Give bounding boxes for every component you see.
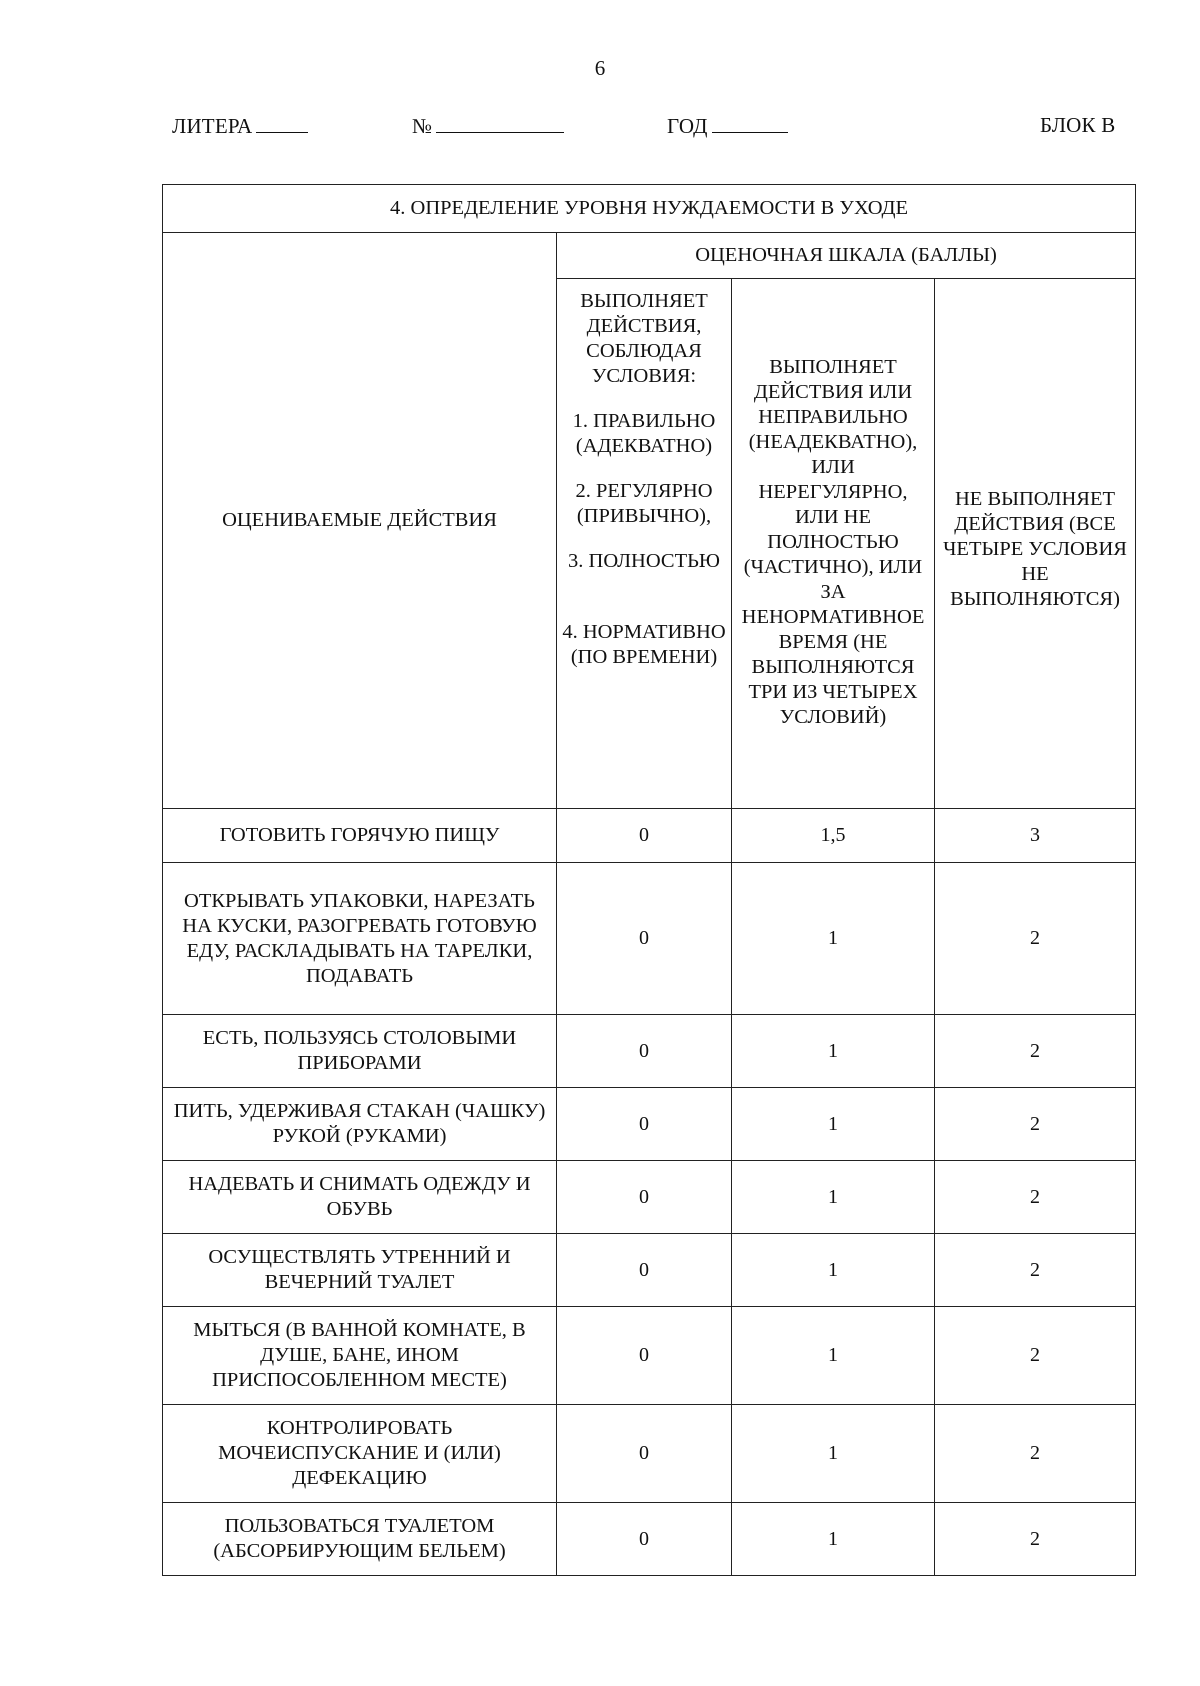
col1-condition-4: 4. НОРМАТИВНО (ПО ВРЕМЕНИ) — [562, 621, 726, 668]
col1-condition-3: 3. ПОЛНОСТЬЮ — [568, 550, 720, 572]
score-cell: 0 — [557, 863, 732, 1015]
year-field — [667, 113, 788, 139]
col1-condition-1: 1. ПРАВИЛЬНО (АДЕКВАТНО) — [572, 410, 716, 457]
score-cell: 2 — [935, 1088, 1136, 1161]
litera-label: ЛИТЕРА — [172, 114, 253, 138]
action-cell: КОНТРОЛИРОВАТЬ МОЧЕИСПУСКАНИЕ И (ИЛИ) ДЕФЕКАЦИЮ — [163, 1405, 557, 1503]
action-cell: ОТКРЫВАТЬ УПАКОВКИ, НАРЕЗАТЬ НА КУСКИ, РАЗОГРЕВАТЬ ГОТОВУЮ ЕДУ, РАСКЛАДЫВАТЬ НА ТАРЕЛКИ, ПОДАВАТЬ — [163, 863, 557, 1015]
score-cell: 1,5 — [732, 809, 935, 863]
action-cell: ПИТЬ, УДЕРЖИВАЯ СТАКАН (ЧАШКУ) РУКОЙ (РУКАМИ) — [163, 1088, 557, 1161]
litera-field — [172, 113, 308, 139]
col1-intro: ВЫПОЛНЯЕТ ДЕЙСТВИЯ, СОБЛЮДАЯ УСЛОВИЯ: — [580, 290, 708, 387]
score-cell: 2 — [935, 1015, 1136, 1088]
score-cell: 0 — [557, 1234, 732, 1307]
action-cell: ЕСТЬ, ПОЛЬЗУЯСЬ СТОЛОВЫМИ ПРИБОРАМИ — [163, 1015, 557, 1088]
number-label: № — [412, 114, 433, 138]
scale-header: ОЦЕНОЧНАЯ ШКАЛА (БАЛЛЫ) — [557, 233, 1136, 279]
score-cell: 2 — [935, 1234, 1136, 1307]
action-cell: ПОЛЬЗОВАТЬСЯ ТУАЛЕТОМ (АБСОРБИРУЮЩИМ БЕЛЬЕМ) — [163, 1503, 557, 1576]
column-header-partial-compliance: ВЫПОЛНЯЕТ ДЕЙСТВИЯ ИЛИ НЕПРАВИЛЬНО (НЕАДЕКВАТНО), ИЛИ НЕРЕГУЛЯРНО, ИЛИ НЕ ПОЛНОСТЬЮ (ЧАСТИЧНО), ИЛИ ЗА НЕНОРМАТИВНОЕ ВРЕМЯ (НЕ ВЫПОЛНЯЮТСЯ ТРИ ИЗ ЧЕТЫРЕХ УСЛОВИЙ) — [732, 279, 935, 809]
care-needs-table — [162, 184, 1136, 1576]
action-cell: МЫТЬСЯ (В ВАННОЙ КОМНАТЕ, В ДУШЕ, БАНЕ, ИНОМ ПРИСПОСОБЛЕННОМ МЕСТЕ) — [163, 1307, 557, 1405]
block-label: БЛОК В — [1040, 113, 1116, 137]
table-row — [163, 1161, 1136, 1234]
score-cell: 0 — [557, 1503, 732, 1576]
scale-header-row — [163, 233, 1136, 279]
action-cell: НАДЕВАТЬ И СНИМАТЬ ОДЕЖДУ И ОБУВЬ — [163, 1161, 557, 1234]
year-blank[interactable] — [712, 113, 788, 133]
table-row — [163, 1015, 1136, 1088]
score-cell: 1 — [732, 1015, 935, 1088]
litera-blank[interactable] — [256, 113, 308, 133]
page-number: 6 — [594, 56, 606, 80]
score-cell: 1 — [732, 1503, 935, 1576]
number-blank[interactable] — [436, 113, 564, 133]
score-cell: 3 — [935, 809, 1136, 863]
score-cell: 0 — [557, 1405, 732, 1503]
table-title: 4. ОПРЕДЕЛЕНИЕ УРОВНЯ НУЖДАЕМОСТИ В УХОДЕ — [163, 185, 1136, 233]
year-label: ГОД — [667, 114, 708, 138]
score-cell: 2 — [935, 863, 1136, 1015]
score-cell: 1 — [732, 1234, 935, 1307]
score-cell: 2 — [935, 1161, 1136, 1234]
table-row — [163, 1405, 1136, 1503]
action-cell: ГОТОВИТЬ ГОРЯЧУЮ ПИЩУ — [163, 809, 557, 863]
column-header-full-compliance — [557, 279, 732, 809]
score-cell: 2 — [935, 1503, 1136, 1576]
number-field — [412, 113, 564, 139]
score-cell: 2 — [935, 1405, 1136, 1503]
table-row — [163, 1234, 1136, 1307]
table-row — [163, 1088, 1136, 1161]
form-header — [0, 113, 1200, 143]
col1-condition-2: 2. РЕГУЛЯРНО (ПРИВЫЧНО), — [575, 480, 713, 527]
score-cell: 1 — [732, 1405, 935, 1503]
table-row — [163, 1503, 1136, 1576]
score-cell: 1 — [732, 1161, 935, 1234]
table-row — [163, 809, 1136, 863]
column-header-no-compliance: НЕ ВЫПОЛНЯЕТ ДЕЙСТВИЯ (ВСЕ ЧЕТЫРЕ УСЛОВИЯ НЕ ВЫПОЛНЯЮТСЯ) — [935, 279, 1136, 809]
score-cell: 0 — [557, 809, 732, 863]
action-cell: ОСУЩЕСТВЛЯТЬ УТРЕННИЙ И ВЕЧЕРНИЙ ТУАЛЕТ — [163, 1234, 557, 1307]
score-cell: 1 — [732, 863, 935, 1015]
score-cell: 2 — [935, 1307, 1136, 1405]
score-cell: 1 — [732, 1088, 935, 1161]
score-cell: 1 — [732, 1307, 935, 1405]
table-row — [163, 863, 1136, 1015]
table-row — [163, 1307, 1136, 1405]
actions-header: ОЦЕНИВАЕМЫЕ ДЕЙСТВИЯ — [163, 233, 557, 809]
score-cell: 0 — [557, 1307, 732, 1405]
score-cell: 0 — [557, 1161, 732, 1234]
score-cell: 0 — [557, 1015, 732, 1088]
score-cell: 0 — [557, 1088, 732, 1161]
table-title-row — [163, 185, 1136, 233]
